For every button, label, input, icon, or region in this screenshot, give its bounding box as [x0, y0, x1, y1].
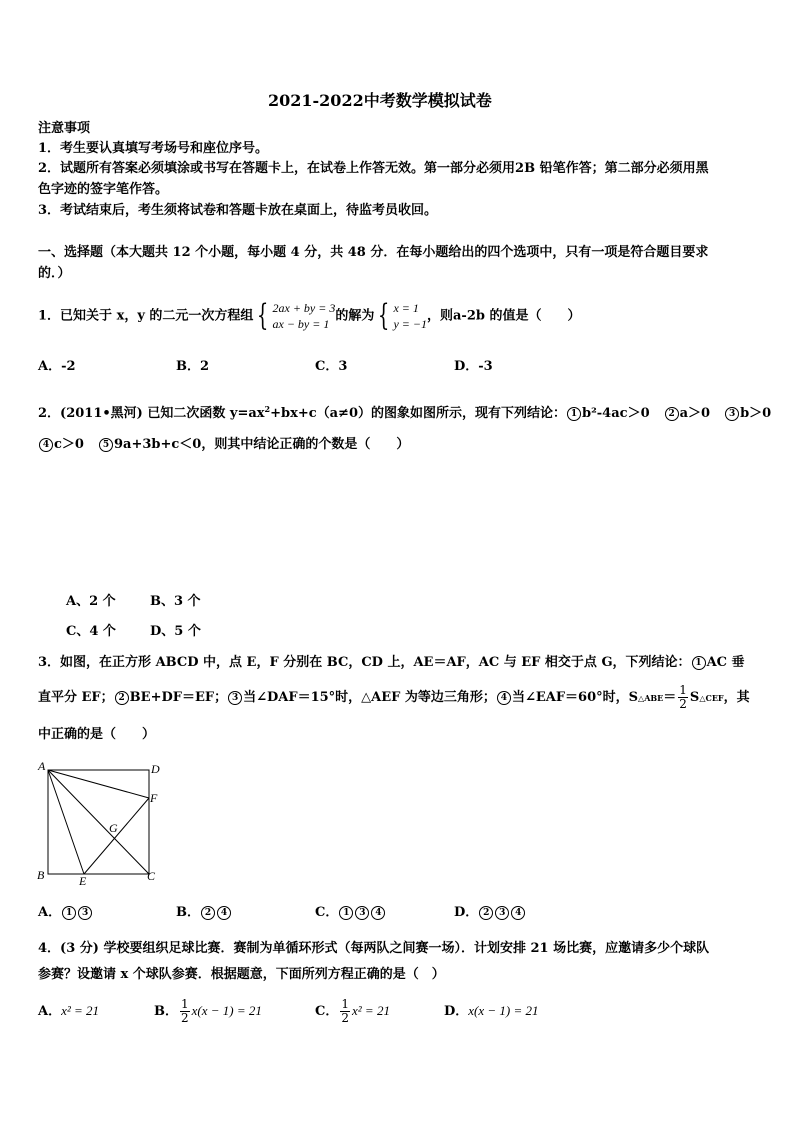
circled-number: 3: [725, 407, 739, 421]
circled-number: 4: [511, 906, 525, 920]
q1-sol1: x = 1: [393, 301, 419, 315]
q1-sol2: y = −1: [393, 317, 427, 331]
q3-text: AC 垂: [706, 655, 745, 670]
question-3-line3: 中正确的是（ ）: [38, 727, 156, 742]
diagonal-ac: [48, 770, 149, 874]
circled-number: 2: [479, 906, 493, 920]
section-heading-cont: 的．）: [38, 266, 71, 281]
circled-number: 3: [228, 691, 242, 705]
fraction-numerator: 1: [181, 997, 189, 1011]
segment-ef: [84, 798, 149, 874]
question-4-line2: 参赛？设邀请 x 个球队参赛．根据题意，下面所列方程正确的是（ ）: [38, 967, 445, 982]
note-item: 3．考试结束后，考生须将试卷和答题卡放在桌面上，待监考员收回。: [38, 203, 438, 218]
q3-text: S: [689, 690, 700, 705]
q4-equation: x² = 21: [352, 1003, 390, 1018]
q4-option-d: [444, 996, 539, 1027]
q1-eq1: 2ax + by = 3: [272, 301, 336, 315]
circled-number: 4: [217, 906, 231, 920]
question-3-line1: [38, 653, 745, 673]
q3-text: 3．如图，在正方形 ABCD 中，点 E，F 分别在 BC，CD 上，AE＝AF，AC 与 EF 相交于点 G，下列结论：: [38, 655, 691, 670]
q2-conclusion-2: a＞0: [679, 406, 711, 421]
q3-text: 当∠DAF＝15°时，△AEF 为等边三角形；: [243, 690, 496, 705]
option-letter: B．: [176, 905, 200, 920]
fraction: [180, 998, 190, 1025]
label-e: E: [79, 874, 87, 888]
segment-ae: [48, 770, 84, 874]
q1-eq2: ax − by = 1: [272, 317, 330, 331]
label-f: F: [150, 791, 158, 805]
q1-suffix: ，则a-2b 的值是（ ）: [427, 308, 581, 324]
circled-number: 4: [497, 691, 511, 705]
fraction-denominator: 2: [181, 1011, 189, 1025]
fraction-denominator: 2: [679, 697, 687, 711]
page-title: 2021-2022中考数学模拟试卷: [268, 91, 492, 110]
q1-option-b: B．2: [176, 359, 210, 374]
option-letter: C．: [315, 1004, 339, 1019]
segment-af: [48, 770, 149, 798]
q3-option-c: [315, 903, 386, 923]
q3-option-a: [38, 903, 93, 923]
q3-option-b: [176, 903, 232, 923]
label-d: D: [151, 762, 160, 776]
option-letter: D．: [454, 905, 479, 920]
q3-text: ＝: [663, 690, 677, 705]
q1-option-c: C．3: [315, 359, 348, 374]
label-c: C: [147, 869, 156, 883]
q2-conclusion-5: 9a+3b+c＜0，则其中结论正确的个数是（ ）: [113, 437, 410, 452]
note-item: 2．试题所有答案必须填涂或书写在答题卡上，在试卷上作答无效。第一部分必须用2B 铅笔作答；第二部分必须用黑: [38, 161, 709, 176]
fraction: [340, 998, 350, 1025]
q1-option-a: A．-2: [38, 359, 76, 374]
q1-prefix: 1．已知关于 x，y 的二元一次方程组: [38, 308, 254, 324]
q1-solution: [393, 300, 427, 332]
q4-equation: x² = 21: [61, 1003, 100, 1018]
q1-option-d: D．-3: [454, 359, 493, 374]
fraction-denominator: 2: [341, 1011, 349, 1025]
note-item: 1．考生要认真填写考场号和座位序号。: [38, 141, 269, 156]
label-g: G: [109, 821, 118, 835]
option-letter: A．: [38, 1004, 62, 1019]
q4-equation: x(x − 1) = 21: [191, 1003, 262, 1018]
q2-conclusion-1: b²-4ac＞0: [582, 406, 650, 421]
section-heading: 一、选择题（本大题共 12 个小题，每小题 4 分，共 48 分．在每小题给出的四个选项中，只有一项是符合题目要求: [38, 245, 709, 260]
circled-number: 1: [567, 407, 581, 421]
q3-text: 直平分 EF；: [38, 690, 114, 705]
option-letter: A．: [38, 905, 62, 920]
q2-option-b: B、3 个: [150, 594, 201, 609]
q3-text: ，其: [723, 690, 750, 705]
q2-option-a: A、2 个: [66, 594, 116, 609]
square-figure: [34, 758, 174, 888]
q1-mid: 的解为: [335, 308, 375, 324]
brace-icon: {: [257, 298, 269, 333]
q3-subscript: △ABE: [638, 693, 664, 703]
notes-heading: 注意事项: [38, 121, 91, 136]
fraction-numerator: 1: [341, 997, 349, 1011]
q2-sup: 2: [264, 404, 271, 414]
label-b: B: [37, 868, 45, 882]
q4-option-b: [154, 996, 262, 1027]
q2-conclusion-4: c＞0: [54, 437, 84, 452]
circled-number: 4: [371, 906, 385, 920]
option-letter: C．: [315, 905, 339, 920]
circled-number: 3: [355, 906, 369, 920]
label-a: A: [38, 759, 46, 773]
circled-number: 2: [201, 906, 215, 920]
question-1: [38, 300, 580, 332]
question-3-line2: [38, 683, 750, 713]
note-item: 色字迹的签字笔作答。: [38, 182, 169, 197]
question-4-line1: 4．(3 分) 学校要组织足球比赛．赛制为单循环形式（每两队之间赛一场）．计划安排 21 场比赛，应邀请多少个球队: [38, 941, 710, 956]
q1-system: [273, 300, 336, 332]
question-2-line2: [38, 435, 409, 455]
fraction-numerator: 1: [679, 683, 687, 697]
q2-text: +bx+c（a≠0）的图象如图所示，现有下列结论：: [270, 406, 566, 421]
q2-option-c: C、4 个: [66, 624, 116, 639]
option-letter: D．: [444, 1004, 469, 1019]
q2-option-d: D、5 个: [150, 624, 201, 639]
q3-text: 当∠EAF＝60°时，S: [511, 690, 639, 705]
q4-equation: x(x − 1) = 21: [468, 1003, 539, 1018]
circled-number: 1: [62, 906, 76, 920]
fraction: [678, 684, 688, 711]
circled-number: 5: [99, 438, 113, 452]
q3-subscript: △CEF: [699, 693, 724, 703]
brace-icon: {: [378, 298, 390, 333]
q2-conclusion-3: b＞0: [740, 406, 772, 421]
circled-number: 3: [495, 906, 509, 920]
circled-number: 4: [39, 438, 53, 452]
q4-option-a: [38, 996, 99, 1027]
q3-option-d: [454, 903, 526, 923]
option-letter: B．: [154, 1004, 178, 1019]
circled-number: 1: [339, 906, 353, 920]
circled-number: 2: [665, 407, 679, 421]
circled-number: 3: [78, 906, 92, 920]
q2-text: 2．(2011•黑河) 已知二次函数 y=ax: [38, 406, 265, 421]
circled-number: 2: [115, 691, 129, 705]
circled-number: 1: [692, 656, 706, 670]
question-2-line1: [38, 399, 771, 424]
q4-option-c: [315, 996, 390, 1027]
q3-text: BE+DF＝EF；: [129, 690, 228, 705]
